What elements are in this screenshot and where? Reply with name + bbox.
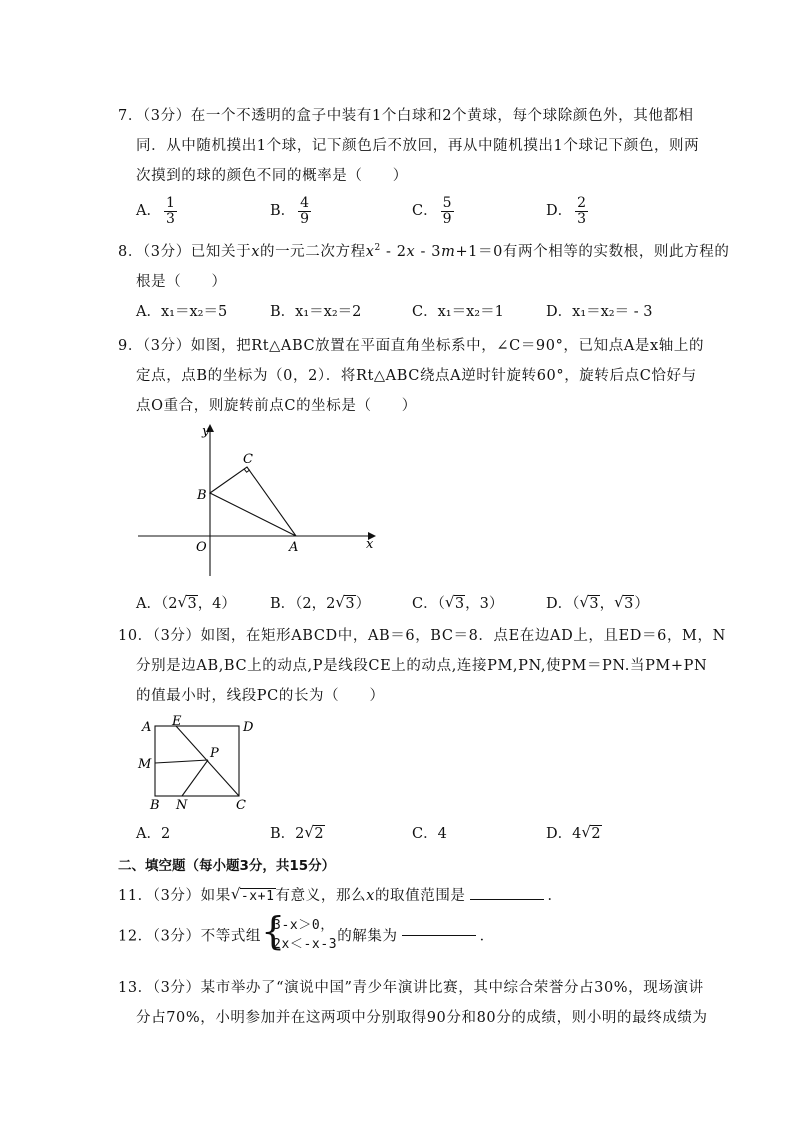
q11-answer-blank[interactable]	[470, 899, 544, 900]
q9-figure	[130, 420, 390, 580]
q7-option-c-frac: $\frac{5}{9}$	[442, 195, 452, 227]
q12-answer-blank[interactable]	[402, 935, 476, 936]
q7-line3: 次摸到的球的颜色不同的概率是（ ）	[136, 168, 408, 184]
q9-line2: 定点，点B的坐标为（0，2）．将Rt△ABC绕点A逆时针旋转60°，旋转后点C恰好与	[136, 368, 697, 384]
q9-line3: 点O重合，则旋转前点C的坐标是（ ）	[136, 398, 417, 414]
q7-option-d-frac: $\frac{2}{3}$	[577, 195, 587, 227]
label-o: O	[196, 540, 207, 555]
label-a: A	[289, 540, 299, 555]
q7-option-a[interactable]	[136, 196, 177, 226]
q12-line: 12．（3分）不等式组 { 3-x＞0， 2x＜-x-3 的解集为 ．	[118, 909, 495, 953]
q7-option-d[interactable]	[546, 196, 588, 226]
label-m: M	[138, 757, 152, 772]
q7-option-b-label: B．	[270, 203, 296, 220]
q10-figure	[130, 710, 270, 812]
q13-line2: 分占70%，小明参加并在这两项中分别取得90分和80分的成绩，则小明的最终成绩为	[136, 1010, 708, 1026]
q10-option-d[interactable]: D．4 √ 2	[546, 823, 601, 842]
label-c: C	[243, 452, 253, 467]
q7-option-a-frac: $\frac{1}{3}$	[165, 195, 175, 227]
label-p: P	[210, 746, 219, 761]
q7-option-c-label: C．	[412, 203, 438, 220]
label-b: B	[150, 798, 160, 812]
q8-option-b[interactable]: B．x₁＝x₂＝2	[270, 304, 362, 320]
q9-line1: 9．（3分）如图，把Rt△ABC放置在平面直角坐标系中，∠C＝90°，已知点A是x轴上的	[118, 338, 705, 354]
label-c: C	[236, 798, 246, 812]
q10-line3: 的值最小时，线段PC的长为（ ）	[136, 688, 385, 704]
label-e: E	[172, 714, 182, 729]
q12-system: { 3-x＞0， 2x＜-x-3	[261, 909, 338, 953]
q7-option-b[interactable]	[270, 196, 311, 226]
segment-pn	[182, 760, 208, 796]
q7-line1: 7．（3分）在一个不透明的盒子中装有1个白球和2个黄球，每个球除颜色外，其他都相	[118, 108, 694, 124]
q8-line1: 8．（3分）已知关于x的一元二次方程$x^2 - 2x - 3m+1=0$有两个相等的实数根，则此方程的	[118, 243, 730, 260]
section-2-heading: 二、填空题（每小题3分，共15分）	[118, 858, 336, 874]
triangle-abc	[210, 467, 296, 536]
q8-option-a[interactable]: A．x₁＝x₂＝5	[136, 304, 228, 320]
label-a: A	[142, 720, 152, 735]
q11-line: 11．（3分）如果 √ -x+1有意义，那么x的取值范围是 ．	[118, 885, 563, 904]
label-y: y	[202, 424, 210, 439]
label-d: D	[243, 720, 254, 735]
q8-line2: 根是（ ）	[136, 274, 227, 290]
label-n: N	[176, 798, 188, 812]
q13-line1: 13．（3分）某市举办了“演说中国”青少年演讲比赛，其中综合荣誉分占30%，现场演讲	[118, 980, 704, 996]
q7-option-a-label: A．	[136, 203, 161, 220]
q7-option-d-label: D．	[546, 203, 573, 220]
q10-option-b[interactable]: B．2 √ 2	[270, 823, 324, 842]
q8-option-d[interactable]: D．x₁＝x₂＝ - 3	[546, 304, 653, 320]
q9-option-c[interactable]: C．（ √ 3，3）	[412, 593, 504, 612]
q7-option-c[interactable]	[412, 196, 454, 226]
q10-option-c[interactable]: C．4	[412, 826, 447, 842]
segment-pm	[155, 760, 208, 763]
q10-line1: 10．（3分）如图，在矩形ABCD中，AB＝6，BC＝8．点E在边AD上，且ED＝6，M，N	[118, 628, 726, 644]
q8-option-c[interactable]: C．x₁＝x₂＝1	[412, 304, 504, 320]
q9-option-b[interactable]: B．（2，2 √ 3）	[270, 593, 371, 612]
q9-option-a[interactable]: A．（2 √ 3，4）	[136, 593, 236, 612]
q7-line2: 同．从中随机摸出1个球，记下颜色后不放回，再从中随机摸出1个球记下颜色，则两	[136, 138, 700, 154]
label-x: x	[366, 537, 374, 552]
q10-line2: 分别是边AB,BC上的动点,P是线段CE上的动点,连接PM,PN,使PM＝PN.当PM+PN	[136, 658, 708, 674]
q7-option-b-frac: $\frac{4}{9}$	[300, 195, 310, 227]
q9-option-d[interactable]: D．（ √ 3， √ 3）	[546, 593, 649, 612]
label-b: B	[197, 488, 207, 503]
q10-option-a[interactable]: A．2	[136, 826, 171, 842]
